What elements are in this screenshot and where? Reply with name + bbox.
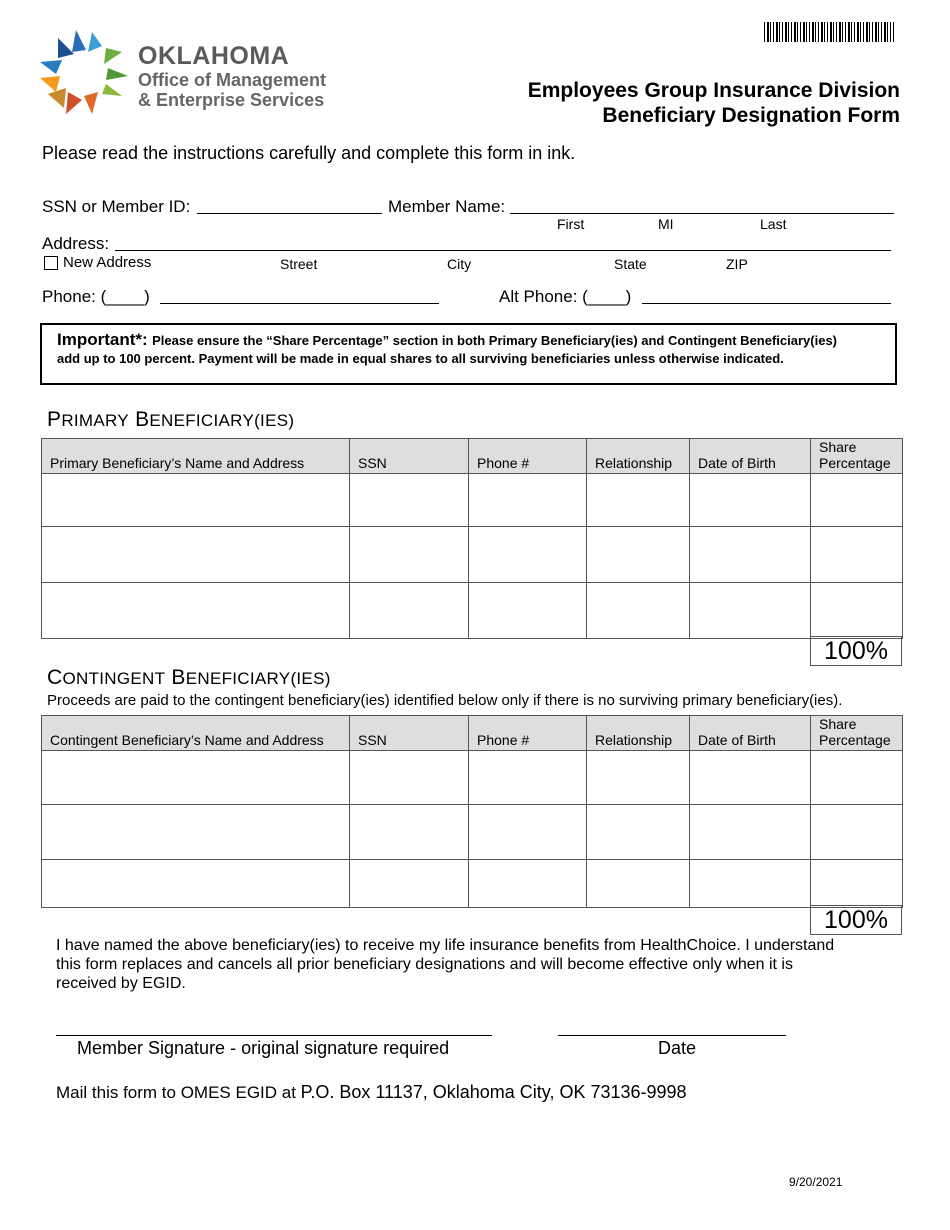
table-row: [42, 751, 903, 805]
member-name-label: Member Name:: [388, 197, 506, 216]
phone-cell[interactable]: [469, 860, 587, 908]
contingent-title-part: B: [171, 666, 186, 689]
phone-cell[interactable]: [469, 583, 587, 639]
column-header: Relationship: [587, 716, 690, 751]
ssn-label: SSN or Member ID:: [42, 197, 191, 216]
name-part-last: Last: [760, 216, 787, 232]
address-part-city: City: [447, 256, 472, 272]
dob-cell[interactable]: [690, 474, 811, 527]
oklahoma-star-logo-icon: [36, 28, 132, 120]
address-part-zip: ZIP: [726, 256, 748, 272]
contingent-title-part: C: [47, 666, 63, 689]
address-field[interactable]: [115, 250, 891, 251]
name-part-first: First: [557, 216, 585, 232]
dob-cell[interactable]: [690, 583, 811, 639]
address-label: Address:: [42, 234, 110, 253]
column-header: Phone #: [469, 716, 587, 751]
column-header: Contingent Beneficiary’s Name and Address: [42, 716, 350, 751]
omes-logo: [36, 26, 366, 126]
important-notice: [40, 323, 897, 385]
important-heading: Important*:: [57, 330, 148, 349]
primary-title-part: P: [47, 408, 62, 431]
dob-cell[interactable]: [690, 860, 811, 908]
new-address-label: New Address: [63, 254, 152, 271]
form-title: [528, 78, 900, 128]
beneficiary-name-cell[interactable]: [42, 583, 350, 639]
beneficiary-name-cell[interactable]: [42, 474, 350, 527]
new-address-checkbox[interactable]: [44, 256, 58, 270]
address-part-street: Street: [280, 256, 318, 272]
ssn-cell[interactable]: [350, 474, 469, 527]
primary-title-part: B: [135, 408, 150, 431]
mail-prefix: Mail this form to OMES EGID at: [56, 1083, 301, 1102]
beneficiary-name-cell[interactable]: [42, 805, 350, 860]
division-name: Employees Group Insurance Division: [527, 79, 900, 102]
revision-date: 9/20/2021: [789, 1175, 843, 1189]
form-name: Beneficiary Designation Form: [602, 104, 900, 127]
column-header: Share Percentage: [811, 716, 903, 751]
table-header-row: [42, 439, 903, 474]
share-cell[interactable]: [811, 751, 903, 805]
ssn-field[interactable]: [197, 213, 382, 214]
relationship-cell[interactable]: [587, 583, 690, 639]
relationship-cell[interactable]: [587, 860, 690, 908]
dob-cell[interactable]: [690, 751, 811, 805]
beneficiary-name-cell[interactable]: [42, 860, 350, 908]
table-header-row: [42, 716, 903, 751]
contingent-section-title: [47, 666, 331, 690]
relationship-cell[interactable]: [587, 474, 690, 527]
mail-instructions: [56, 1082, 687, 1103]
phone-field[interactable]: [160, 303, 439, 304]
designation-statement: I have named the above beneficiary(ies) to receive my life insurance benefits from HealthChoice. I understand this form replaces and cancels all prior beneficiary designations and will become effective only when it is received by EGID.: [56, 937, 835, 992]
logo-subtitle-line1: Office of Management: [138, 70, 327, 90]
contingent-share-total: 100%: [810, 905, 902, 935]
beneficiary-name-cell[interactable]: [42, 751, 350, 805]
phone-cell[interactable]: [469, 527, 587, 583]
column-header: Relationship: [587, 439, 690, 474]
barcode: [764, 22, 894, 42]
primary-section-title: [47, 408, 294, 432]
table-row: [42, 583, 903, 639]
logo-subtitle-line2: & Enterprise Services: [138, 90, 325, 110]
beneficiary-name-cell[interactable]: [42, 527, 350, 583]
column-header: Date of Birth: [690, 716, 811, 751]
column-header: Date of Birth: [690, 439, 811, 474]
name-part-mi: MI: [658, 216, 674, 232]
phone-label: Phone: (____): [42, 287, 150, 306]
column-header: SSN: [350, 439, 469, 474]
signature-field[interactable]: [56, 1035, 492, 1036]
date-label: Date: [658, 1038, 697, 1058]
phone-cell[interactable]: [469, 751, 587, 805]
share-cell[interactable]: [811, 583, 903, 639]
relationship-cell[interactable]: [587, 751, 690, 805]
column-header: SSN: [350, 716, 469, 751]
share-cell[interactable]: [811, 805, 903, 860]
ssn-cell[interactable]: [350, 527, 469, 583]
member-name-field[interactable]: [510, 213, 894, 214]
share-cell[interactable]: [811, 860, 903, 908]
table-row: [42, 527, 903, 583]
ssn-cell[interactable]: [350, 805, 469, 860]
dob-cell[interactable]: [690, 527, 811, 583]
alt-phone-field[interactable]: [642, 303, 891, 304]
column-header: Phone #: [469, 439, 587, 474]
table-row: [42, 860, 903, 908]
intro-instructions: Please read the instructions carefully and complete this form in ink.: [42, 143, 576, 163]
column-header: Share Percentage: [811, 439, 903, 474]
phone-cell[interactable]: [469, 805, 587, 860]
contingent-title-part: ONTINGENT: [62, 669, 166, 688]
primary-title-part: ENEFICIARY(IES): [149, 411, 295, 430]
share-cell[interactable]: [811, 474, 903, 527]
column-header: Primary Beneficiary’s Name and Address: [42, 439, 350, 474]
primary-beneficiary-table: [41, 438, 903, 639]
alt-phone-label: Alt Phone: (____): [499, 287, 632, 306]
phone-cell[interactable]: [469, 474, 587, 527]
ssn-cell[interactable]: [350, 583, 469, 639]
share-cell[interactable]: [811, 527, 903, 583]
ssn-cell[interactable]: [350, 860, 469, 908]
relationship-cell[interactable]: [587, 527, 690, 583]
ssn-cell[interactable]: [350, 751, 469, 805]
address-part-state: State: [614, 256, 647, 272]
table-row: [42, 805, 903, 860]
primary-share-total: 100%: [810, 636, 902, 666]
signature-label: Member Signature - original signature required: [77, 1038, 450, 1058]
contingent-title-part: ENEFICIARY(IES): [185, 669, 331, 688]
logo-title: OKLAHOMA: [138, 42, 290, 70]
table-row: [42, 474, 903, 527]
important-line1: Please ensure the “Share Percentage” section in both Primary Beneficiary(ies) and Contingent Beneficiary(ies): [152, 333, 838, 348]
date-field[interactable]: [558, 1035, 786, 1036]
contingent-note: Proceeds are paid to the contingent beneficiary(ies) identified below only if there is no surviving primary beneficiary(ies).: [47, 692, 843, 709]
mail-address: P.O. Box 11137, Oklahoma City, OK 73136-9998: [300, 1082, 687, 1102]
primary-title-part: RIMARY: [61, 411, 129, 430]
relationship-cell[interactable]: [587, 805, 690, 860]
dob-cell[interactable]: [690, 805, 811, 860]
important-line2: add up to 100 percent. Payment will be made in equal shares to all surviving beneficiaries unless otherwise indicated.: [57, 351, 784, 366]
contingent-beneficiary-table: [41, 715, 903, 908]
